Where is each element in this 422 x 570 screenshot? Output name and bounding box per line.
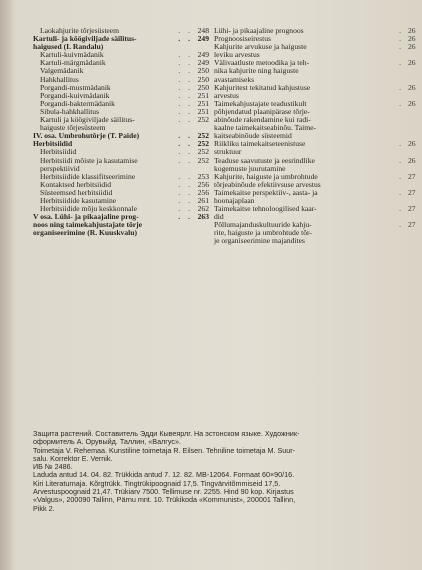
toc-leader-dots: . (399, 34, 404, 44)
toc-entry-title: Herbitsiidide klassifitseerimine (40, 171, 136, 181)
toc-entry-title: Valgemädanik (40, 66, 84, 76)
toc-right-column (214, 27, 422, 246)
toc-leader-dots: . (399, 220, 404, 230)
toc-leader-dots: . . (178, 195, 193, 205)
toc-page-number: 26 (408, 59, 416, 68)
toc-entry-title: Herbitsiidi mõiste ja kasutamise perspektiivid (40, 155, 138, 173)
imprint-line: оформитель А. Орувыйд. Таллин, «Валгус». (33, 438, 181, 447)
toc-entry (33, 116, 209, 132)
toc-entry (214, 189, 422, 205)
toc-page-number: 262 (197, 204, 209, 214)
toc-leader-dots: . . (178, 179, 193, 189)
toc-page-number: 250 (197, 66, 209, 76)
toc-entry-title: Kahjurite, haiguste ja umbrohtude tõrjeabinõude efektiivsuse arvestus (214, 171, 321, 189)
toc-entry-title: Sibula-hahkhallitus (40, 106, 100, 116)
toc-entry-title: Välivaatluste metoodika ja teh- nika kahjurite ning haiguste avastamiseks (214, 58, 310, 84)
toc-entry-title: Taimekaitse perspektiiv-, aasta- ja hoonajaplaan (214, 187, 318, 205)
imprint-line: Toimetaja V. Rehemaa. Kunstiline toimetaja R. Eilsen. Tehniline toimetaja M. Suur- (33, 446, 296, 455)
toc-entry-title: Riikliku taimekaitseteenistuse struktuur (214, 139, 306, 157)
toc-leader-dots: . . (178, 34, 193, 44)
toc-entry-title: Lühi- ja pikaajaline prognoos (214, 26, 304, 35)
toc-entry-title: Põllumajanduskultuuride kahju- rite, haiguste ja umbrohtude tõr- je organiseerimine majandites (214, 220, 312, 246)
toc-entry-title: Kartuli-kuivmädanik (40, 50, 104, 60)
toc-page-number: 256 (197, 187, 209, 197)
toc-leader-dots: . . (178, 98, 193, 108)
toc-leader-dots: . . (178, 147, 193, 157)
toc-entry (33, 35, 209, 51)
toc-entry-title: Süsteemsed herbitsiidid (40, 187, 113, 197)
toc-entry-title: Kartuli ja köögiviljade säilitus- haiguste tõrjesüsteem (40, 115, 135, 133)
imprint-line: salu. Korrektor E. Vernik. (33, 454, 113, 463)
toc-leader-dots: . (399, 139, 404, 149)
toc-leader-dots: . . (178, 139, 193, 149)
toc-entry-title: Herbitsiidid (33, 139, 73, 149)
toc-page-number: 252 (197, 115, 209, 125)
toc-entry (214, 205, 422, 221)
toc-page-number: 248 (197, 26, 209, 35)
imprint-line: ИБ № 2486. (33, 463, 73, 472)
toc-entry-title: IV. osa. Umbrohutõrje (T. Paide) (33, 131, 140, 141)
toc-leader-dots: . . (178, 187, 193, 197)
toc-entry (33, 157, 209, 173)
imprint-line: Laduda antud 14. 04. 82. Trükkida antud 7. 12. 82. MB-12064. Formaat 60×90/16. (33, 471, 295, 480)
toc-leader-dots: . (399, 58, 404, 68)
toc-leader-dots: . (399, 42, 404, 52)
toc-entry-title: Kartuli-märgmädanik (40, 58, 106, 68)
toc-entry (214, 100, 422, 140)
toc-entry (214, 157, 422, 173)
toc-page-number: 26 (408, 43, 416, 52)
toc-entry-title: Kahjurite arvukuse ja haiguste leviku arvestus (214, 42, 307, 60)
toc-left-column (33, 27, 209, 237)
toc-leader-dots: . (399, 187, 404, 197)
toc-leader-dots: . . (178, 50, 193, 60)
toc-entry-title: Laokahjurite tõrjesüsteem (40, 26, 120, 35)
toc-entry-title: Kartuli- ja köögiviljade säilitus- haigused (I. Randalu) (33, 34, 137, 52)
toc-entry-title: Herbitsiidid (40, 147, 77, 157)
toc-page-number: 249 (197, 50, 209, 60)
toc-leader-dots: . . (178, 90, 193, 100)
toc-entry-title: Kahjuritest tekitatud kahjustuse arvestus (214, 82, 311, 100)
toc-page-number: 250 (197, 74, 209, 84)
toc-page-number: 261 (197, 195, 209, 205)
toc-page-number: 251 (197, 98, 209, 108)
toc-entry-title: Prognoosiseirestus (214, 34, 271, 44)
toc-entry-title: Kontaktsed herbitsiidid (40, 179, 112, 189)
toc-page-number: 26 (408, 140, 416, 149)
toc-page-number: 249 (197, 34, 209, 44)
toc-leader-dots: . . (178, 204, 193, 214)
toc-page-number: 252 (197, 155, 209, 165)
toc-entry-title: Taimekahjustajate teadustikult põhjendatud plaanipärase tõrje- abinõude rakendamine kui radi- kaalne taimekaitseabinõu. Taime- kaitseabinõude süsteemid (214, 98, 317, 141)
toc-page-number: 253 (197, 171, 209, 181)
imprint-line: Защита растений. Составитель Эдди Кывеярлг. На эстонском языке. Художник- (33, 430, 300, 438)
toc-leader-dots: . (399, 204, 404, 214)
imprint-line: Kiri Literaturnaja. Kõrgtrükk. Tingtrükipoognaid 17,5. Tingvärvitõmmiseid 17,5. (33, 479, 281, 488)
toc-page-number: 26 (408, 83, 416, 92)
toc-page-number: 252 (197, 139, 209, 149)
toc-entry-title: Teaduse saavutuste ja eesrindlike kogemuste juurutamine (214, 155, 315, 173)
toc-page-number: 26 (408, 99, 416, 108)
toc-leader-dots: . . (178, 171, 193, 181)
toc-leader-dots: . (399, 98, 404, 108)
imprint-block (33, 430, 411, 513)
toc-leader-dots: . (399, 155, 404, 165)
toc-leader-dots: . . (178, 82, 193, 92)
toc-entry-title: Herbitsiidide mõju keskkonnale (40, 204, 138, 214)
toc-page-number: 27 (408, 221, 416, 230)
toc-page-number: 249 (197, 58, 209, 68)
toc-entry (214, 43, 422, 59)
toc-leader-dots: . . (178, 131, 193, 141)
toc-entry (33, 213, 209, 237)
toc-leader-dots: . (399, 82, 404, 92)
toc-page-number: 250 (197, 82, 209, 92)
toc-page-number: 26 (408, 27, 416, 35)
toc-entry (214, 140, 422, 156)
toc-leader-dots: . (399, 171, 404, 181)
toc-entry (214, 173, 422, 189)
toc-entry (214, 84, 422, 100)
toc-page-number: 251 (197, 106, 209, 116)
toc-entry (214, 221, 422, 245)
imprint-line: «Valgus», 200090 Tallinn, Pärnu mnt. 10. Trükikoda «Kommunist», 200001 Tallinn, (33, 496, 296, 505)
toc-leader-dots: . . (178, 66, 193, 76)
toc-entry-title: Porgandi-baktermädanik (40, 98, 115, 108)
toc-page-number: 27 (408, 188, 416, 197)
toc-leader-dots: . . (178, 155, 193, 165)
toc-leader-dots: . (399, 26, 404, 35)
toc-leader-dots: . . (178, 26, 193, 35)
toc-page-number: 252 (197, 131, 209, 141)
toc-leader-dots: . . (178, 58, 193, 68)
toc-page-number: 27 (408, 205, 416, 214)
toc-page-number: 252 (197, 147, 209, 157)
page-gutter-shadow (0, 0, 14, 570)
toc-entry-title: V osa. Lühi- ja pikaajaline prog- noos ning taimekahjustajate tõrje organiseerimine (R. Kuuskvalu) (33, 212, 143, 238)
toc-page-number: 263 (197, 212, 209, 222)
toc-leader-dots: . . (178, 212, 193, 222)
toc-entry-title: Hahkhallitus (40, 74, 79, 84)
toc-entry-title: Porgandi-kuivmädanik (40, 90, 110, 100)
toc-page-number: 26 (408, 156, 416, 165)
toc-entry-title: Porgandi-mustmädanik (40, 82, 111, 92)
imprint-line: Pikk 2. (33, 504, 55, 513)
toc-entry-title: Herbitsiidide kasutamine (40, 195, 117, 205)
toc-entry-title: Taimekaitse tehnoloogilised kaar- did (214, 204, 317, 222)
toc-leader-dots: . . (178, 74, 193, 84)
toc-page-number: 251 (197, 90, 209, 100)
toc-entry (214, 59, 422, 83)
toc-page-number: 256 (197, 179, 209, 189)
imprint-line: Arvestuspoognaid 21,47. Trükiarv 7500. Tellimuse nr. 2255. Hind 90 kop. Kirjastus (33, 488, 294, 497)
toc-leader-dots: . . (178, 106, 193, 116)
toc-page-number: 27 (408, 172, 416, 181)
toc-page-number: 26 (408, 35, 416, 44)
toc-leader-dots: . . (178, 115, 193, 125)
